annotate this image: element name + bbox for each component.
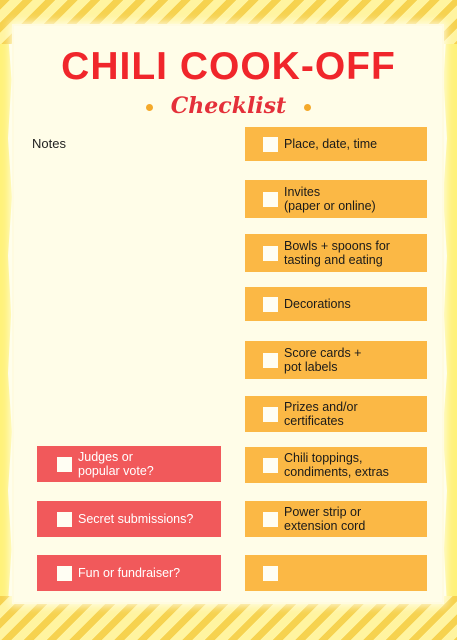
checklist-item-label: Place, date, time	[284, 137, 378, 151]
checklist-item-place-date-time[interactable]	[245, 127, 427, 161]
subtitle-row	[0, 88, 457, 124]
checklist-item-decorations[interactable]	[245, 287, 427, 321]
checklist-item-label: Chili toppings, condiments, extras	[284, 451, 389, 479]
checkbox[interactable]	[57, 457, 72, 472]
checkbox[interactable]	[263, 353, 278, 368]
notes-label: Notes	[32, 136, 66, 151]
checkbox[interactable]	[263, 566, 278, 581]
checkbox[interactable]	[263, 246, 278, 261]
checklist-item-label: Fun or fundraiser?	[78, 566, 181, 580]
checklist-item-blank[interactable]	[245, 555, 427, 591]
checkbox[interactable]	[263, 297, 278, 312]
bullet-dot-icon	[304, 104, 311, 111]
checklist-item-label: Decorations	[284, 297, 351, 311]
checklist-item-chili-toppings[interactable]	[245, 447, 427, 483]
checklist-item-bowls-spoons[interactable]	[245, 234, 427, 272]
bottom-stripe-border	[0, 596, 457, 640]
checklist-item-label: Judges or popular vote?	[78, 450, 154, 478]
checkbox[interactable]	[57, 566, 72, 581]
checkbox[interactable]	[263, 512, 278, 527]
page-title: CHILI COOK-OFF	[61, 45, 396, 88]
checkbox[interactable]	[263, 407, 278, 422]
checklist-item-label: Score cards + pot labels	[284, 346, 362, 374]
checklist-item-label: Power strip or extension cord	[284, 505, 366, 533]
checklist-item-label: Invites (paper or online)	[284, 185, 376, 213]
checklist-item-judges-or-vote[interactable]	[37, 446, 221, 482]
checkbox[interactable]	[263, 137, 278, 152]
checkbox[interactable]	[263, 458, 278, 473]
checklist-item-score-cards[interactable]	[245, 341, 427, 379]
checklist-item-fun-or-fundraiser[interactable]	[37, 555, 221, 591]
checklist-item-prizes[interactable]	[245, 396, 427, 432]
checklist-item-secret-submissions[interactable]	[37, 501, 221, 537]
checklist-item-label: Bowls + spoons for tasting and eating	[284, 239, 390, 267]
checkbox[interactable]	[57, 512, 72, 527]
checklist-item-label: Secret submissions?	[78, 512, 194, 526]
page-subtitle: Checklist	[170, 93, 287, 119]
checklist-item-power-strip[interactable]	[245, 501, 427, 537]
checkbox[interactable]	[263, 192, 278, 207]
checklist-item-label: Prizes and/or certificates	[284, 400, 358, 428]
checklist-item-invites[interactable]	[245, 180, 427, 218]
